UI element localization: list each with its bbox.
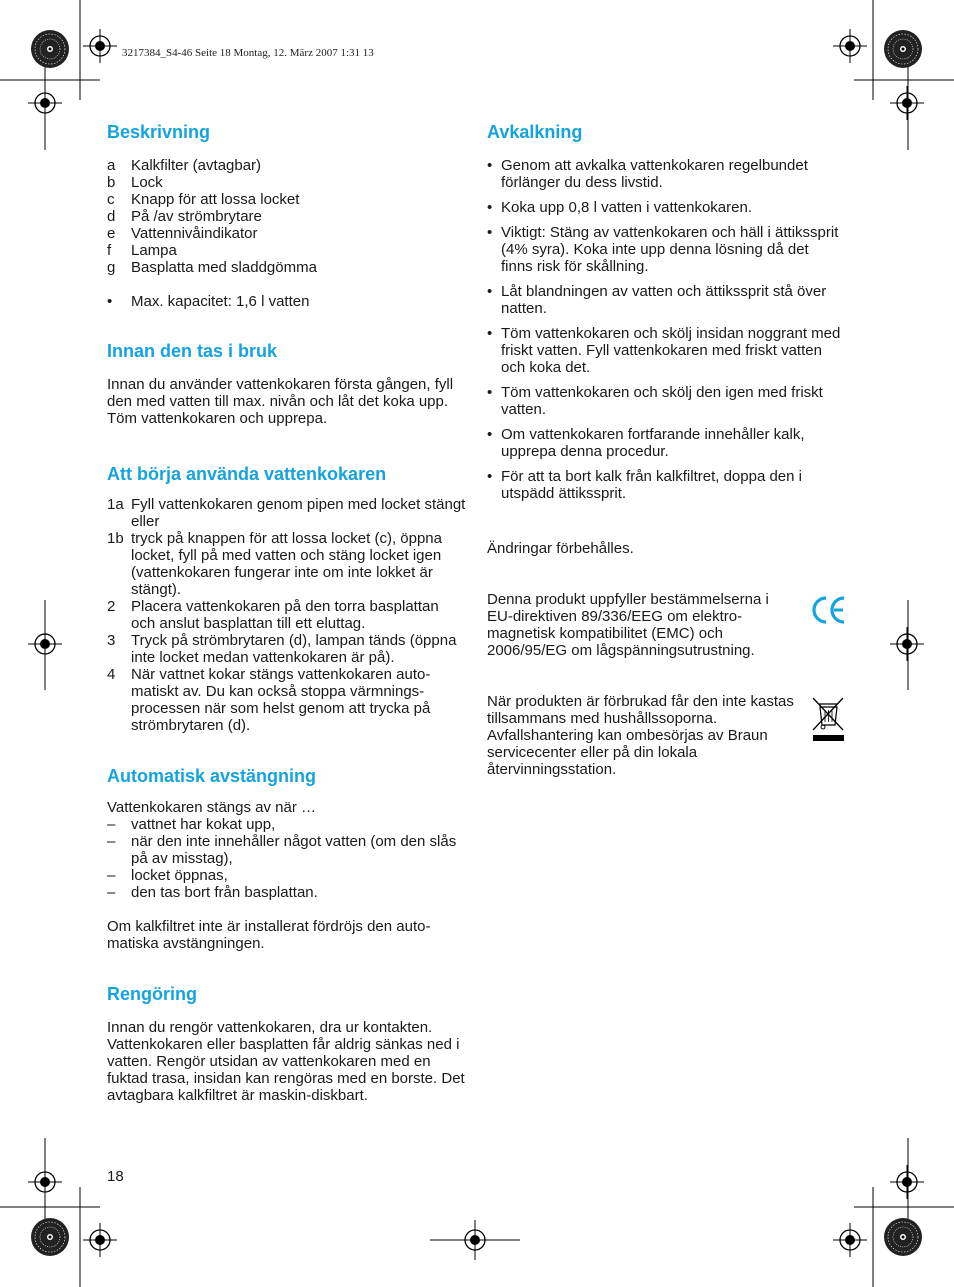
heading-automatisk: Automatisk avstängning bbox=[107, 766, 317, 786]
list-item: • För att ta bort kalk från kalkfiltret, doppa den i utspädd ättikssprit. bbox=[487, 468, 802, 502]
ce-compliance-text: Denna produkt uppfyller bestämmelserna i EU-direktiven 89/336/EEG om elektro-magnetisk kompatibilitet (EMC) och 2006/95/EG om lågspänningsutrustning. bbox=[487, 591, 769, 659]
list-item: 1b tryck på knappen för att lossa locket (c), öppna locket, fyll på med vatten och stäng locket igen (vattenkokaren fungerar inte om inte lokket är stängt). bbox=[107, 530, 442, 598]
disposal-text: När produkten är förbrukad får den inte kastas tillsammans med hushållssoporna. Avfallshantering kan ombesörjas av Braun servicecenter eller på din lokala återvinningsstation. bbox=[487, 693, 794, 778]
shutoff-list bbox=[107, 816, 467, 901]
right-column bbox=[487, 120, 842, 510]
list-item: – locket öppnas, bbox=[107, 867, 228, 884]
list-item: • Töm vattenkokaren och skölj insidan noggrant med friskt vatten. Fyll vattenkokaren med friskt vatten och koka det. bbox=[487, 325, 841, 376]
list-item: d På /av strömbrytare bbox=[107, 208, 262, 225]
list-item: • Genom att avkalka vattenkokaren regelbundet förlänger du dess livstid. bbox=[487, 157, 808, 191]
list-item: • Viktigt: Stäng av vattenkokaren och häll i ättikssprit (4% syra). Koka inte upp denna lösning då det finns risk för skållning. bbox=[487, 224, 839, 275]
heading-avkalkning: Avkalkning bbox=[487, 122, 583, 142]
list-item: c Knapp för att lossa locket bbox=[107, 191, 300, 208]
steps-list bbox=[107, 496, 467, 734]
heading-rengoring: Rengöring bbox=[107, 984, 197, 1004]
list-item: a Kalkfilter (avtagbar) bbox=[107, 157, 262, 174]
descaling-list bbox=[487, 157, 842, 502]
page-number: 18 bbox=[107, 1168, 124, 1185]
changes-reserved: Ändringar förbehålles. bbox=[487, 540, 634, 557]
list-item: f Lampa bbox=[107, 242, 177, 259]
list-item: • Koka upp 0,8 l vatten i vattenkokaren. bbox=[487, 199, 752, 216]
list-item: • Låt blandningen av vatten och ättikssprit stå över natten. bbox=[487, 283, 827, 317]
list-item: 1a Fyll vattenkokaren genom pipen med locket stängt eller bbox=[107, 496, 466, 530]
heading-att-borja: Att börja använda vattenkokaren bbox=[107, 464, 387, 484]
capacity-line: • Max. kapacitet: 1,6 l vatten bbox=[107, 293, 310, 310]
innan-paragraph: Innan du använder vattenkokaren första gången, fyll den med vatten till max. nivån och låt det koka upp. Töm vattenkokaren och upprepa. bbox=[107, 376, 454, 427]
list-item: 3 Tryck på strömbrytaren (d), lampan tänds (öppna inte locket medan vattenkokaren är på). bbox=[107, 632, 457, 666]
heading-beskrivning: Beskrivning bbox=[107, 122, 211, 142]
automatisk-note: Om kalkfiltret inte är installerat fördröjs den auto-matiska avstängningen. bbox=[107, 918, 431, 952]
parts-list bbox=[107, 157, 467, 276]
heading-innan: Innan den tas i bruk bbox=[107, 341, 278, 361]
print-info-line: 3217384_S4-46 Seite 18 Montag, 12. März 2007 1:31 13 bbox=[122, 47, 374, 59]
list-item: • Om vattenkokaren fortfarande innehåller kalk, upprepa denna procedur. bbox=[487, 426, 805, 460]
ce-mark-icon bbox=[810, 594, 846, 626]
list-item: b Lock bbox=[107, 174, 163, 191]
list-item: g Basplatta med sladdgömma bbox=[107, 259, 317, 276]
automatisk-intro: Vattenkokaren stängs av när … bbox=[107, 799, 317, 816]
list-item: 2 Placera vattenkokaren på den torra basplattan och anslut basplattan till ett eluttag. bbox=[107, 598, 439, 632]
rengoring-paragraph: Innan du rengör vattenkokaren, dra ur kontakten. Vattenkokaren eller basplatten får aldrig sänkas ned i vatten. Rengör utsidan av vattenkokaren med en fuktad trasa, insidan kan rengöras med en borste. Det avtagbara kalkfiltret är maskin-diskbart. bbox=[107, 1019, 465, 1104]
list-item: • Töm vattenkokaren och skölj den igen med friskt vatten. bbox=[487, 384, 823, 418]
crossed-out-bin-icon bbox=[810, 695, 846, 743]
list-item: e Vattennivåindikator bbox=[107, 225, 258, 242]
list-item: – vattnet har kokat upp, bbox=[107, 816, 276, 833]
list-item: – när den inte innehåller något vatten (om den slås på av misstag), bbox=[107, 833, 457, 867]
list-item: – den tas bort från basplattan. bbox=[107, 884, 318, 901]
list-item: 4 När vattnet kokar stängs vattenkokaren auto-matiskt av. Du kan också stoppa värmnings-processen när som helst genom att trycka på strömbrytaren (d). bbox=[107, 666, 431, 734]
left-column bbox=[107, 120, 467, 1104]
